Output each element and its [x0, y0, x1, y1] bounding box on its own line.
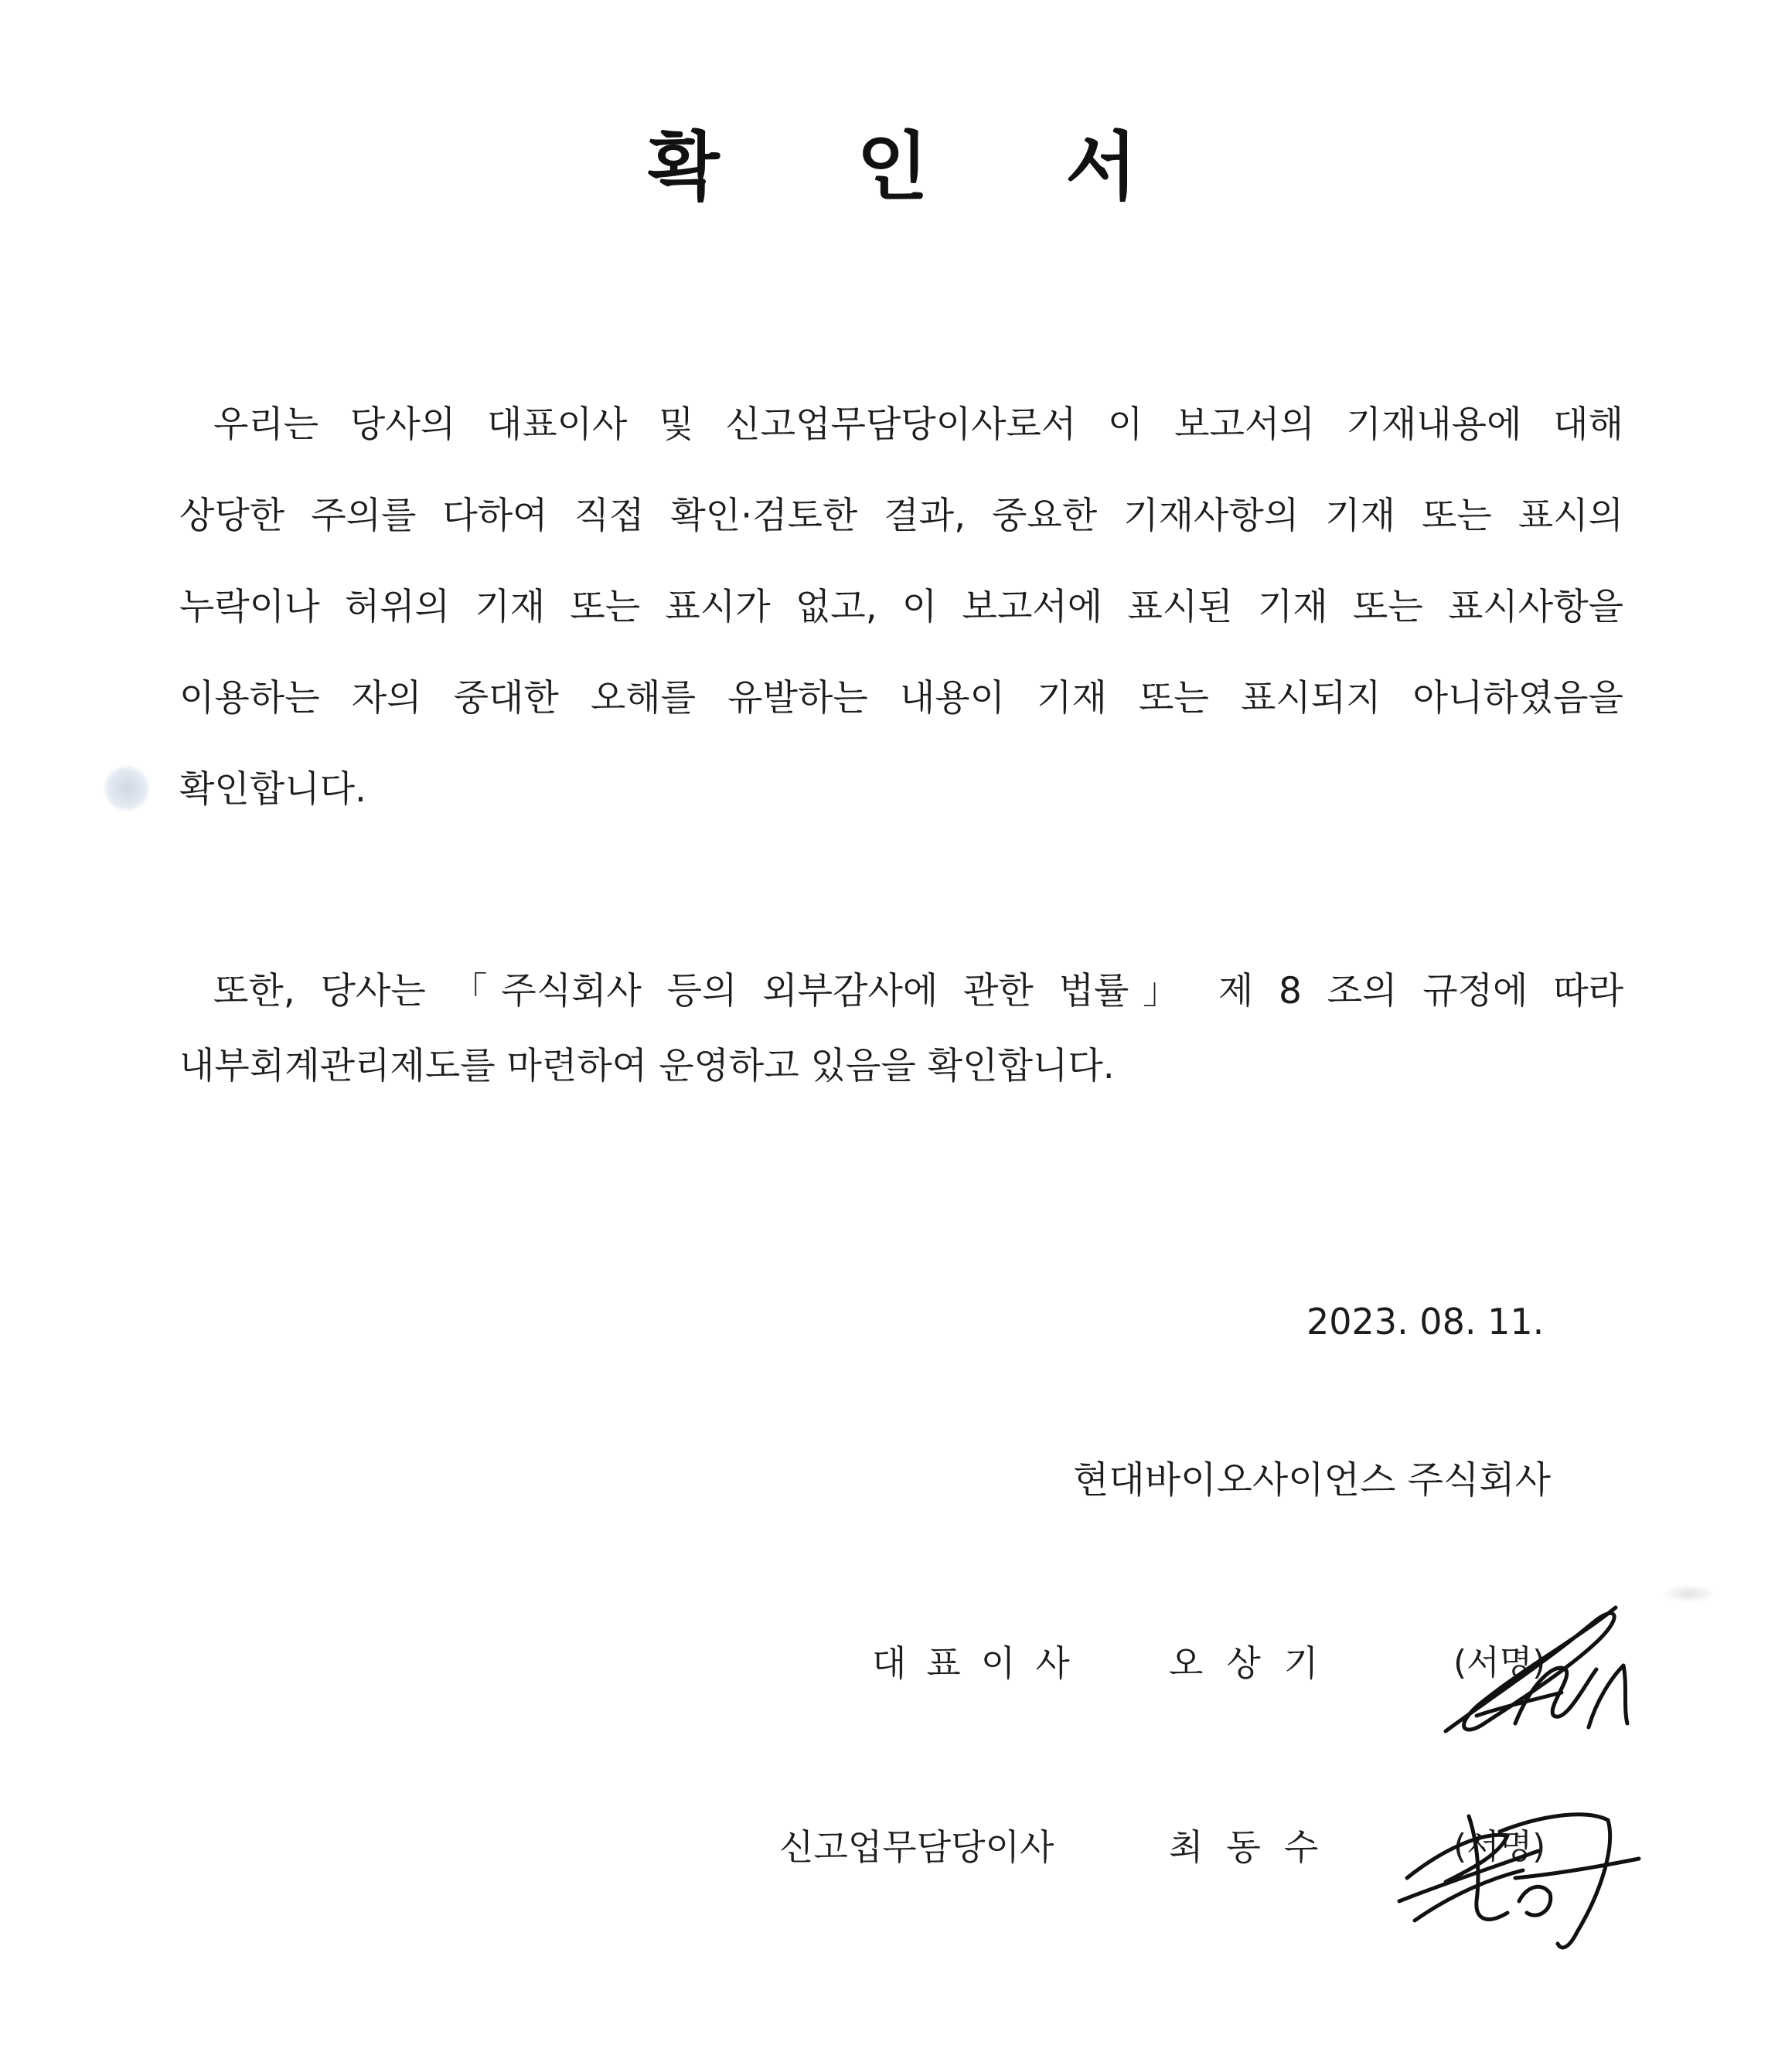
paragraph-2-line-2: 내부회계관리제도를 마련하여 운영하고 있음을 확인합니다.	[179, 1045, 1115, 1087]
signatory-1-signature-label: (서명)	[1453, 1643, 1546, 1682]
paragraph-1-line-1: 우리는 당사의 대표이사 및 신고업무담당이사로서 이 보고서의 기재내용에 대해	[213, 403, 1623, 446]
signatory-2-role: 신고업무담당이사	[779, 1826, 1054, 1868]
signatory-2-signature-label: (서명)	[1453, 1827, 1546, 1866]
scan-speck	[1662, 1584, 1716, 1603]
signatory-1-role: 대표이사	[872, 1642, 1090, 1684]
document-title: 확 인 서	[647, 123, 1194, 210]
scan-smudge	[104, 765, 150, 811]
paragraph-1-line-4: 이용하는 자의 중대한 오해를 유발하는 내용이 기재 또는 표시되지 아니하였음을	[179, 677, 1623, 720]
paragraph-1-line-3: 누락이나 허위의 기재 또는 표시가 없고, 이 보고서에 표시된 기재 또는 표시사항을	[179, 586, 1623, 628]
signatory-2-name: 최동수	[1169, 1826, 1342, 1868]
paragraph-1-line-2: 상당한 주의를 다하여 직접 확인·검토한 결과, 중요한 기재사항의 기재 또는 표시의	[179, 495, 1623, 537]
signature-1-scribble	[1430, 1592, 1647, 1747]
paragraph-2-line-1: 또한, 당사는 「주식회사 등의 외부감사에 관한 법률」 제 8 조의 규정에 따라	[213, 970, 1623, 1012]
signatory-1-name: 오상기	[1169, 1642, 1342, 1684]
company-name: 현대바이오사이언스 주식회사	[1073, 1458, 1552, 1502]
paragraph-1-line-5: 확인합니다.	[179, 768, 366, 811]
document-date: 2023. 08. 11.	[1306, 1301, 1545, 1342]
signature-2-scribble	[1384, 1785, 1647, 1963]
